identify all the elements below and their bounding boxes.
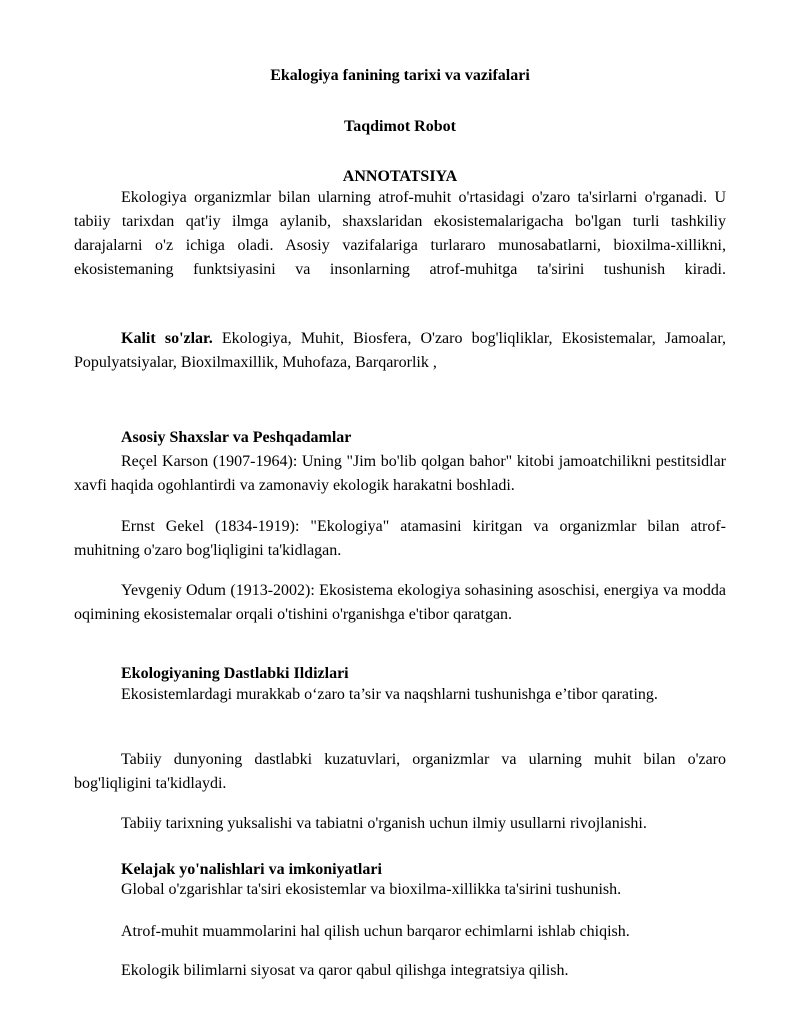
keywords-text: Ekologiya, Muhit, Biosfera, O'zaro bog'liqliklar, Ekosistemalar, Jamoalar, Populyatsiyalar, Bioxilmaxillik, Muhofaza, Barqarorlik ,	[74, 330, 727, 371]
roots-paragraph-2: Tabiiy dunyoning dastlabki kuzatuvlari, organizmlar va ularning muhit bilan o'zaro bog'liqligini ta'kidlaydi.	[74, 751, 726, 792]
people-paragraph-1: Reçel Karson (1907-1964): Uning "Jim bo'lib qolgan bahor" kitobi jamoatchilikni pestitsidlar xavfi haqida ogohlantirdi va zamonaviy ekologik harakatni boshladi.	[74, 453, 726, 494]
keywords-label: Kalit so'zlar.	[121, 330, 213, 347]
annotation-paragraph: Ekologiya organizmlar bilan ularning atrof-muhit o'rtasidagi o'zaro ta'sirlarni o'rganadi. U tabiiy tarixdan qat'iy ilmga aylanib, shaxslaridan ekosistemalarigacha bo'lgan turli tashkiliy darajalarni o'z ichiga oladi. Asosiy vazifalariga turlararo munosabatlarni, bioxilma-xillikni, ekosistemaning funktsiyasini va insonlarning atrof-muhitga ta'sirini tushunish kiradi.	[74, 189, 726, 278]
section-heading-future: Kelajak yo'nalishlari va imkoniyatlari	[121, 861, 382, 878]
section-heading-roots: Ekologiyaning Dastlabki Ildizlari	[121, 665, 349, 682]
section-heading-people: Asosiy Shaxslar va Peshqadamlar	[121, 429, 352, 446]
roots-paragraph-1: Ekosistemlardagi murakkab o‘zaro ta’sir va naqshlarni tushunishga e’tibor qarating.	[121, 686, 658, 703]
future-line-3: Ekologik bilimlarni siyosat va qaror qabul qilishga integratsiya qilish.	[121, 962, 569, 979]
document-subtitle: Taqdimot Robot	[344, 118, 456, 135]
future-line-1: Global o'zgarishlar ta'siri ekosistemlar va bioxilma-xillikka ta'sirini tushunish.	[121, 881, 622, 898]
roots-paragraph-3: Tabiiy tarixning yuksalishi va tabiatni o'rganish uchun ilmiy usullarni rivojlanishi.	[121, 815, 647, 832]
people-paragraph-3: Yevgeniy Odum (1913-2002): Ekosistema ekologiya sohasining asoschisi, energiya va modda oqimining ekosistemalar orqali o'tishini o'rganishga e'tibor qaratgan.	[74, 582, 726, 623]
annotation-heading: ANNOTATSIYA	[342, 168, 458, 185]
document-title: Ekalogiya fanining tarixi va vazifalari	[270, 67, 530, 84]
keywords-block	[74, 327, 726, 375]
future-line-2: Atrof-muhit muammolarini hal qilish uchun barqaror echimlarni ishlab chiqish.	[121, 923, 630, 940]
annotation-block	[74, 186, 726, 282]
people-paragraph-2: Ernst Gekel (1834-1919): "Ekologiya" atamasini kiritgan va organizmlar bilan atrof-muhitning o'zaro bog'liqligini ta'kidlagan.	[74, 518, 726, 559]
